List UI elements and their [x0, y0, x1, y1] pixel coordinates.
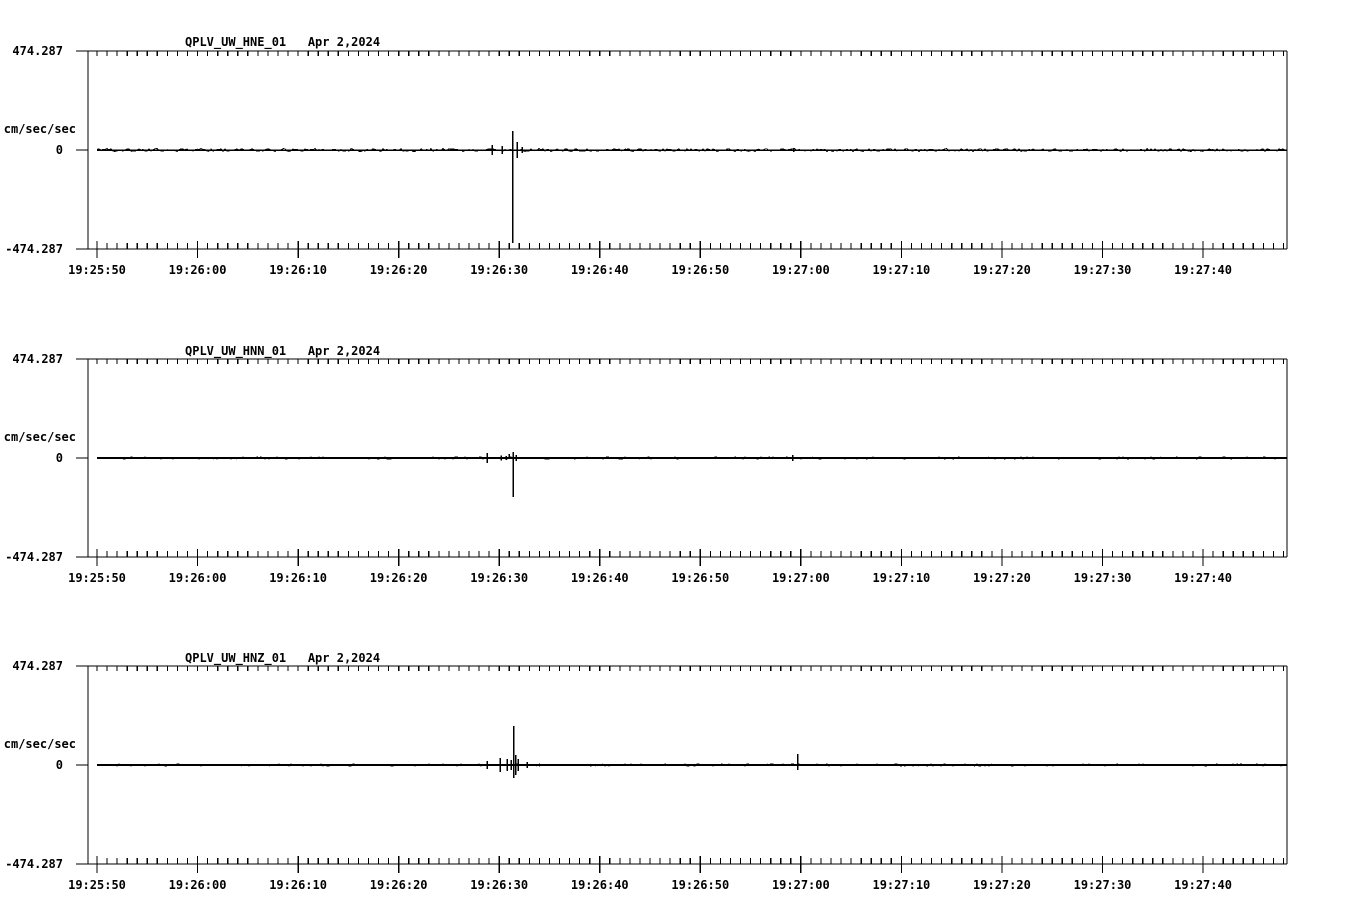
x-tick-label: 19:26:00: [168, 571, 227, 585]
x-tick-label: 19:26:30: [470, 878, 529, 892]
y-min-label: -474.287: [5, 550, 63, 564]
x-tick-label: 19:26:20: [369, 878, 428, 892]
x-tick-label: 19:27:00: [771, 571, 830, 585]
x-tick-label: 19:27:10: [872, 263, 931, 277]
x-tick-label: 19:27:20: [973, 878, 1031, 892]
x-tick-label: 19:26:10: [269, 878, 327, 892]
y-min-label: -474.287: [5, 242, 63, 256]
x-tick-label: 19:27:00: [771, 263, 830, 277]
x-tick-label: 19:26:40: [570, 878, 629, 892]
plot-title-hnz: QPLV_UW_HNZ_01 Apr 2,2024: [185, 651, 381, 665]
x-tick-label: 19:27:00: [771, 878, 830, 892]
x-tick-label: 19:26:00: [168, 263, 227, 277]
x-tick-label: 19:26:20: [369, 571, 428, 585]
x-tick-label: 19:26:40: [570, 571, 629, 585]
x-tick-label: 19:26:50: [671, 263, 730, 277]
x-tick-label: 19:27:20: [973, 571, 1031, 585]
x-tick-label: 19:27:10: [872, 878, 931, 892]
x-tick-label: 19:27:40: [1174, 878, 1232, 892]
y-unit-label: cm/sec/sec: [3, 430, 76, 444]
y-zero-label: 0: [55, 143, 63, 157]
y-zero-label: 0: [55, 451, 63, 465]
x-tick-label: 19:26:50: [671, 571, 730, 585]
x-tick-label: 19:27:30: [1073, 878, 1132, 892]
x-tick-label: 19:26:50: [671, 878, 730, 892]
plot-title-hne: QPLV_UW_HNE_01 Apr 2,2024: [185, 35, 381, 49]
seismogram-panel-hne: [76, 51, 1287, 258]
x-tick-label: 19:26:30: [470, 263, 529, 277]
seismogram-panel-hnz: [76, 666, 1287, 873]
x-tick-label: 19:27:10: [872, 571, 931, 585]
x-tick-label: 19:25:50: [68, 263, 126, 277]
plot-title-hnn: QPLV_UW_HNN_01 Apr 2,2024: [185, 344, 381, 358]
x-tick-label: 19:26:10: [269, 571, 327, 585]
x-tick-label: 19:27:40: [1174, 571, 1232, 585]
x-tick-label: 19:27:30: [1073, 571, 1132, 585]
x-tick-label: 19:27:40: [1174, 263, 1232, 277]
x-tick-label: 19:26:30: [470, 571, 529, 585]
y-max-label: 474.287: [12, 352, 63, 366]
x-tick-label: 19:27:30: [1073, 263, 1132, 277]
y-max-label: 474.287: [12, 44, 63, 58]
x-tick-label: 19:25:50: [68, 878, 126, 892]
x-tick-label: 19:27:20: [973, 263, 1031, 277]
x-tick-label: 19:26:40: [570, 263, 629, 277]
y-max-label: 474.287: [12, 659, 63, 673]
x-tick-label: 19:25:50: [68, 571, 126, 585]
seismogram-panel-hnn: [76, 359, 1287, 566]
y-min-label: -474.287: [5, 857, 63, 871]
y-unit-label: cm/sec/sec: [3, 122, 76, 136]
y-zero-label: 0: [55, 758, 63, 772]
y-unit-label: cm/sec/sec: [3, 737, 76, 751]
x-tick-label: 19:26:10: [269, 263, 327, 277]
x-tick-label: 19:26:00: [168, 878, 227, 892]
x-tick-label: 19:26:20: [369, 263, 428, 277]
